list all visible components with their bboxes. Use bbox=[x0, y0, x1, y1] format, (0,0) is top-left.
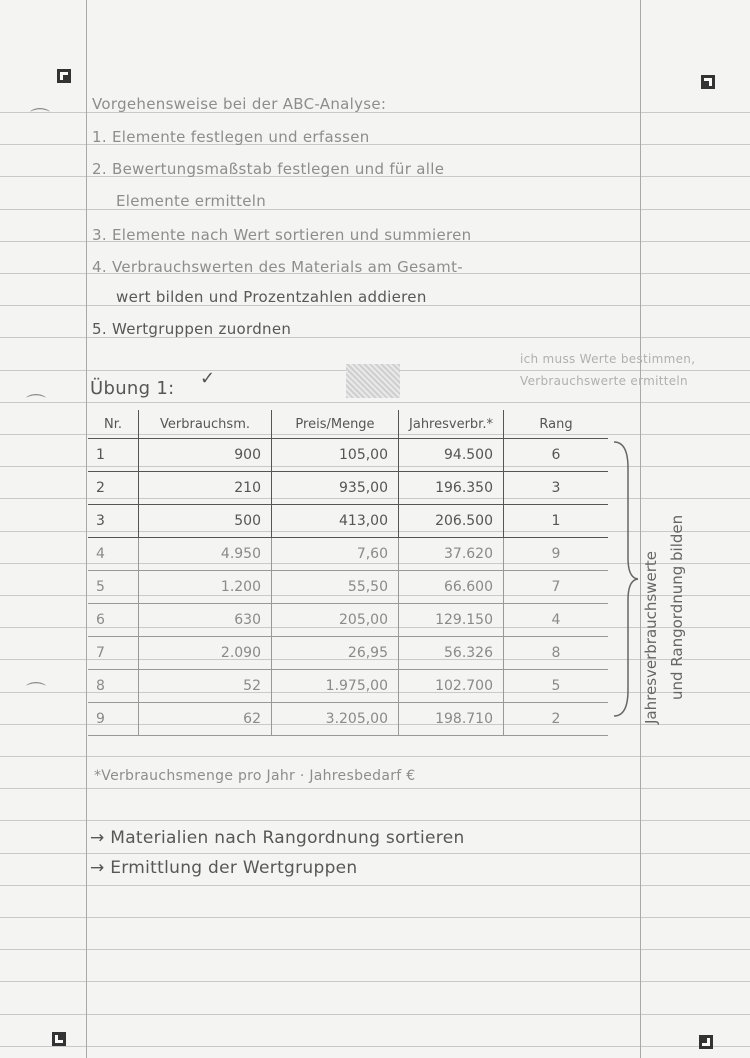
table-row bbox=[88, 439, 608, 472]
table-cell: 205,00 bbox=[272, 604, 399, 637]
table-row bbox=[88, 472, 608, 505]
table-row bbox=[88, 538, 608, 571]
column-header: Rang bbox=[504, 410, 609, 439]
table-cell: 37.620 bbox=[399, 538, 504, 571]
table-cell: 198.710 bbox=[399, 703, 504, 736]
table-cell: 210 bbox=[139, 472, 272, 505]
table-row bbox=[88, 505, 608, 538]
exercise-title: Übung 1: bbox=[90, 378, 175, 399]
intro-step: 2. Bewertungsmaßstab festlegen und für alle bbox=[92, 160, 445, 178]
corner-marker-bottom-left-icon bbox=[52, 1032, 66, 1046]
table-cell: 196.350 bbox=[399, 472, 504, 505]
intro-step: 3. Elemente nach Wert sortieren und summieren bbox=[92, 226, 472, 244]
footnote: *Verbrauchsmenge pro Jahr · Jahresbedarf € bbox=[94, 768, 416, 784]
table-cell: 2 bbox=[504, 703, 609, 736]
table-row bbox=[88, 703, 608, 736]
ruled-line bbox=[0, 885, 750, 886]
column-header: Verbrauchsm. bbox=[139, 410, 272, 439]
table-cell: 6 bbox=[504, 439, 609, 472]
side-note-line: Verbrauchswerte ermitteln bbox=[520, 374, 688, 388]
ruled-line bbox=[0, 820, 750, 821]
table-cell: 2 bbox=[88, 472, 139, 505]
table-cell: 630 bbox=[139, 604, 272, 637]
table-cell: 935,00 bbox=[272, 472, 399, 505]
table-cell: 4 bbox=[504, 604, 609, 637]
table-cell: 413,00 bbox=[272, 505, 399, 538]
table-cell: 206.500 bbox=[399, 505, 504, 538]
intro-step: 4. Verbrauchswerten des Materials am Gesamt- bbox=[92, 258, 463, 276]
table-cell: 52 bbox=[139, 670, 272, 703]
punch-hole-icon: ⌒ bbox=[30, 106, 50, 130]
bracket-note-line: und Rangordnung bilden bbox=[668, 514, 686, 700]
corner-marker-top-right-icon bbox=[701, 75, 715, 89]
table-cell: 1.200 bbox=[139, 571, 272, 604]
table-cell: 500 bbox=[139, 505, 272, 538]
ruled-line bbox=[0, 1046, 750, 1047]
punch-hole-icon: ⌒ bbox=[26, 392, 46, 416]
table-cell: 66.600 bbox=[399, 571, 504, 604]
ruled-line bbox=[0, 209, 750, 210]
table-cell: 55,50 bbox=[272, 571, 399, 604]
table-cell: 105,00 bbox=[272, 439, 399, 472]
checkmark-icon: ✓ bbox=[200, 368, 216, 389]
table-cell: 7 bbox=[88, 637, 139, 670]
table-cell: 8 bbox=[88, 670, 139, 703]
table-cell: 1.975,00 bbox=[272, 670, 399, 703]
table-cell: 3 bbox=[88, 505, 139, 538]
column-header: Jahresverbr.* bbox=[399, 410, 504, 439]
intro-heading: Vorgehensweise bei der ABC-Analyse: bbox=[92, 95, 387, 113]
table-cell: 5 bbox=[504, 670, 609, 703]
todo-item: → Materialien nach Rangordnung sortieren bbox=[90, 828, 465, 848]
table-cell: 3 bbox=[504, 472, 609, 505]
ruled-line bbox=[0, 1014, 750, 1015]
table-cell: 102.700 bbox=[399, 670, 504, 703]
table-cell: 6 bbox=[88, 604, 139, 637]
side-note-line: ich muss Werte bestimmen, bbox=[520, 352, 696, 366]
bracket-note-line: Jahresverbrauchswerte bbox=[642, 550, 660, 724]
intro-step: wert bilden und Prozentzahlen addieren bbox=[116, 288, 427, 306]
table-cell: 62 bbox=[139, 703, 272, 736]
ruled-line bbox=[0, 917, 750, 918]
table-row bbox=[88, 604, 608, 637]
table-cell: 5 bbox=[88, 571, 139, 604]
abc-table bbox=[88, 410, 608, 736]
intro-step: 5. Wertgruppen zuordnen bbox=[92, 320, 292, 338]
table-cell: 129.150 bbox=[399, 604, 504, 637]
table-cell: 3.205,00 bbox=[272, 703, 399, 736]
ruled-line bbox=[0, 981, 750, 982]
blurred-stamp bbox=[346, 364, 400, 398]
table-cell: 56.326 bbox=[399, 637, 504, 670]
corner-marker-bottom-right-icon bbox=[699, 1035, 713, 1049]
todo-item: → Ermittlung der Wertgruppen bbox=[90, 858, 358, 878]
table-cell: 900 bbox=[139, 439, 272, 472]
table-header-row bbox=[88, 410, 608, 439]
table-cell: 9 bbox=[504, 538, 609, 571]
ruled-line bbox=[0, 949, 750, 950]
table-cell: 2.090 bbox=[139, 637, 272, 670]
ruled-line bbox=[0, 788, 750, 789]
table-cell: 4 bbox=[88, 538, 139, 571]
table-cell: 7,60 bbox=[272, 538, 399, 571]
curly-brace-icon bbox=[610, 438, 640, 720]
table-cell: 4.950 bbox=[139, 538, 272, 571]
intro-step: 1. Elemente festlegen und erfassen bbox=[92, 128, 370, 146]
table-row bbox=[88, 571, 608, 604]
punch-hole-icon: ⌒ bbox=[26, 680, 46, 704]
table-cell: 7 bbox=[504, 571, 609, 604]
column-header: Preis/Menge bbox=[272, 410, 399, 439]
left-margin-line bbox=[86, 0, 87, 1058]
table-row bbox=[88, 637, 608, 670]
ruled-line bbox=[0, 756, 750, 757]
table-row bbox=[88, 670, 608, 703]
ruled-line bbox=[0, 853, 750, 854]
table-cell: 94.500 bbox=[399, 439, 504, 472]
table-cell: 26,95 bbox=[272, 637, 399, 670]
table-cell: 1 bbox=[88, 439, 139, 472]
column-header: Nr. bbox=[88, 410, 139, 439]
corner-marker-top-left-icon bbox=[57, 69, 71, 83]
table-cell: 8 bbox=[504, 637, 609, 670]
table-cell: 9 bbox=[88, 703, 139, 736]
ruled-line bbox=[0, 402, 750, 403]
table-cell: 1 bbox=[504, 505, 609, 538]
right-margin-line bbox=[640, 0, 641, 1058]
intro-step: Elemente ermitteln bbox=[116, 192, 267, 210]
